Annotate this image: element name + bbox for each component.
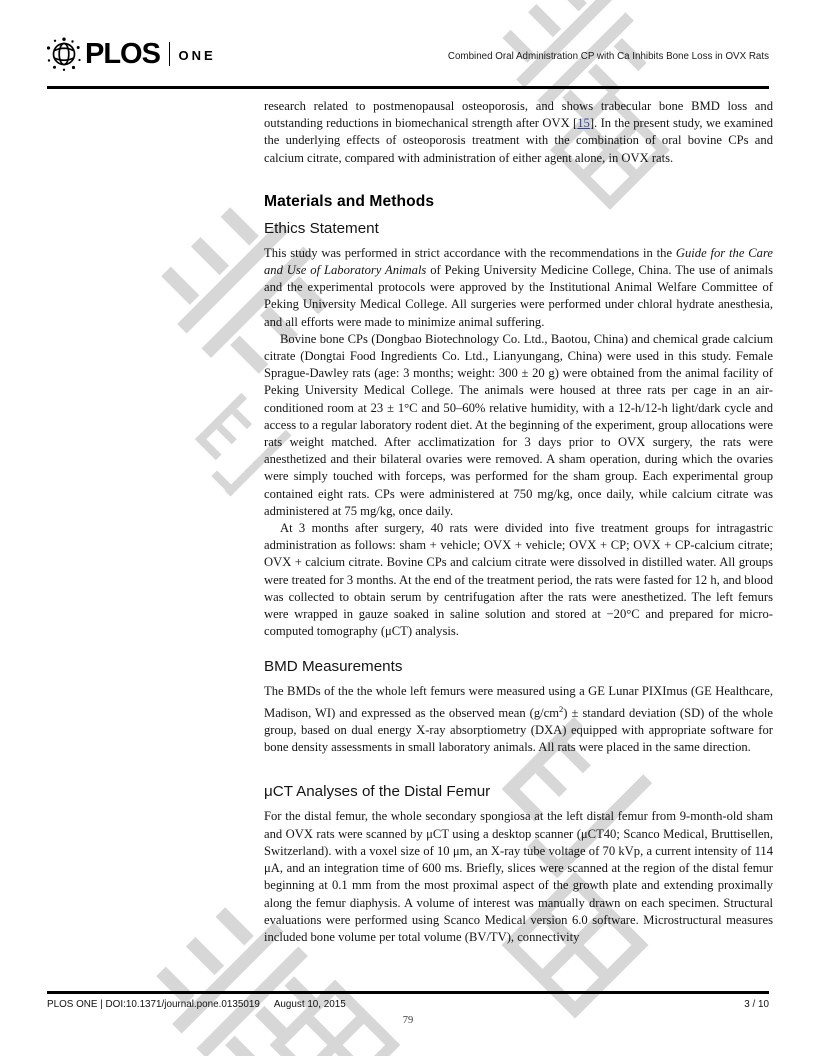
- header-rule: [47, 86, 769, 89]
- section-heading-materials-and-methods: Materials and Methods: [264, 192, 435, 210]
- footer-page-indicator: 3 / 10: [744, 999, 769, 1010]
- subsection-heading-ethics-statement: Ethics Statement: [264, 219, 379, 237]
- footer-date: August 10, 2015: [273, 999, 346, 1010]
- bmd-superscript: 2: [559, 703, 564, 714]
- intro-paragraph: [264, 98, 773, 167]
- running-title: Combined Oral Administration CP with Ca Inhibits Bone Loss in OVX Rats: [447, 51, 769, 62]
- plos-globe-icon: [46, 35, 82, 73]
- uct-paragraph: For the distal femur, the whole secondary spongiosa at the left distal femur from 9-month-old sham and OVX rats were scanned by μCT using a desktop scanner (μCT40; Scanco Medical, Bruttisellen, Switzerland). with a voxel size of 10 μm, an X-ray tube voltage of 70 kVp, a current intensity of 114 μA, and an integration time of 600 ms. Briefly, slices were scanned at the region of the distal femur beginning at 0.1 mm from the most proximal aspect of the growth plate and extending proximally along the femur diaphysis. A volume of interest was manually drawn on each specimen. Structural evaluations were performed using Scanco Medical version 6.0 software. Microstructural measures included bone volume per total volume (BV/TV), connectivity: [264, 809, 773, 944]
- footer-doi-text: PLOS ONE | DOI:10.1371/journal.pone.0135019: [47, 999, 260, 1010]
- ethics-paragraph-1: [264, 245, 773, 331]
- subsection-heading-bmd-measurements: BMD Measurements: [264, 658, 403, 676]
- footer-journal-doi: [47, 999, 346, 1010]
- article-body: [264, 98, 773, 946]
- intro-text-pre: research related to postmenopausal osteoporosis, and shows trabecular bone BMD loss and outstanding reductions in biomechanical strength after OVX [: [264, 99, 773, 131]
- logo-divider: [169, 42, 171, 66]
- footer: [47, 999, 769, 1010]
- bmd-p1-pre: The BMDs of the the whole left femurs were measured using a GE Lunar PIXImus (GE Healthcare, Madison, WI) and expressed as the observed mean (g/cm: [264, 684, 773, 720]
- citation-link-15[interactable]: 15: [577, 116, 590, 131]
- subsection-heading-uct-analyses: μCT Analyses of the Distal Femur: [264, 783, 491, 801]
- intro-text-post: ]. In the present study, we examined the underlying effects of osteoporosis treatment with the combination of oral bovine CPs and calcium citrate, compared with administration of either agent alone, in OVX rats.: [264, 116, 773, 165]
- ethics-p1-pre: This study was performed in strict accordance with the recommendations in the: [264, 245, 676, 260]
- bmd-p1-post: ) ± standard deviation (SD) of the whole group, based on dual energy X-ray absorptiometry (DXA) equipped with appropriate software for bone density assessments in small laboratory animals. All rats were placed in the same direction.: [264, 705, 773, 755]
- footer-rule: [47, 991, 769, 994]
- journal-name: ONE: [178, 47, 216, 63]
- scan-page-number: 79: [402, 1015, 414, 1026]
- plos-wordmark: PLOS: [85, 37, 160, 70]
- ethics-paragraph-2: Bovine bone CPs (Dongbao Biotechnology Co. Ltd., Baotou, China) and chemical grade calcium citrate (Dongtai Food Ingredients Co. Ltd., Lianyungang, China) were used in this study. Female Sprague-Dawley rats (age: 3 months; weight: 300 ± 20 g) were obtained from the animal facility of Peking University Medical College. The animals were housed at three rats per cage in an air-conditioned room at 23 ± 1°C and 50–60% relative humidity, with a 12-h/12-h light/dark cycle and access to a regular laboratory rodent diet. At the beginning of the experiment, group allocations were rats weight matched. After acclimatization for 3 days prior to OVX surgery, the rats were anesthetized and their bilateral ovaries were removed. A sham operation, during which the ovaries were simply touched with forceps, was performed for the sham group. Each experimental group contained eight rats. CPs were administered at 750 mg/kg, once daily, while calcium citrate was administered at 75 mg/kg, once daily.: [264, 331, 773, 518]
- ethics-p1-post: of Peking University Medicine College, China. The use of animals and the experimental protocols were approved by the Institutional Animal Welfare Committee of Peking University Medical College. All surgeries were performed under chloral hydrate anesthesia, and all efforts were made to minimize animal suffering.: [264, 263, 773, 329]
- plos-logo: [46, 34, 216, 74]
- bmd-paragraph: [264, 683, 773, 756]
- ethics-p1-italic-title: Guide for the Care and Use of Laboratory Animals: [264, 245, 773, 278]
- ethics-paragraph-3: At 3 months after surgery, 40 rats were divided into five treatment groups for intragastric administration as follows: sham + vehicle; OVX + vehicle; OVX + CP; OVX + CP-calcium citrate; OVX + calcium citrate. Bovine CPs and calcium citrate were dissolved in distilled water. All groups were treated for 3 months. At the end of the treatment period, the rats were fasted for 12 h, and blood was collected to obtain serum by centrifugation after the rats were anesthetized. The left femurs were wrapped in gauze soaked in saline solution and stored at −20°C and prepared for micro-computed tomography (μCT) analysis.: [264, 521, 773, 639]
